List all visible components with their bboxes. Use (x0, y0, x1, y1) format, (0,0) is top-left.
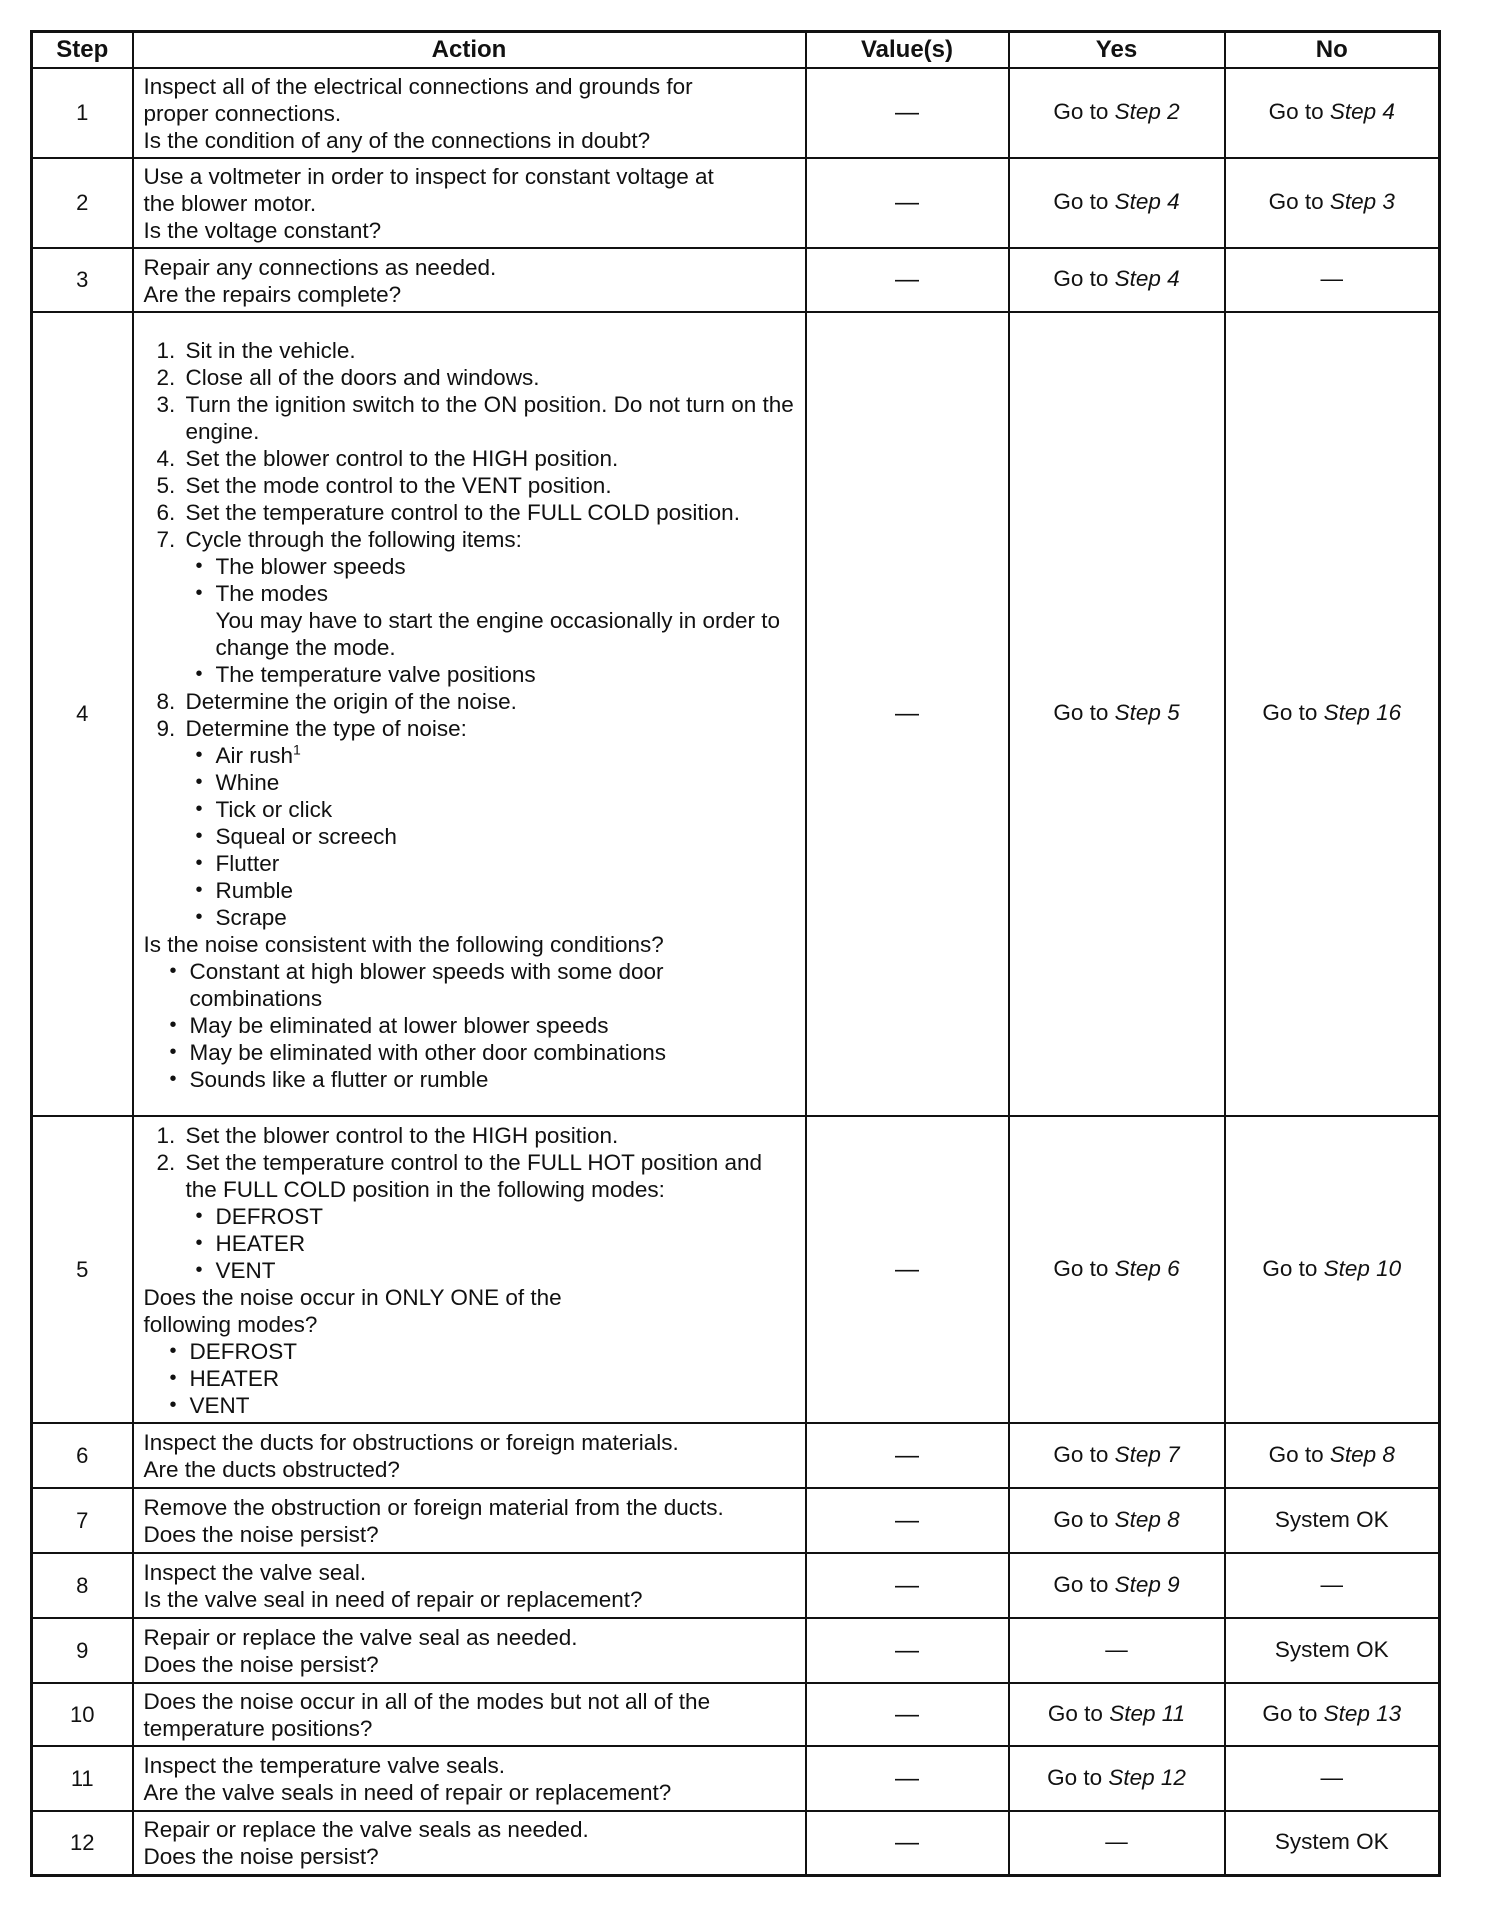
table-row (32, 1683, 1440, 1746)
value-cell: — (806, 1488, 1009, 1553)
yes-link-prefix: Go to (1053, 1506, 1109, 1532)
yes-cell (1009, 1116, 1225, 1423)
yes-link-prefix: Go to (1053, 1571, 1109, 1597)
action-cell (133, 68, 806, 158)
value-cell: — (806, 248, 1009, 312)
bullet-item: • Sounds like a flutter or rumble (190, 1066, 797, 1093)
action-cell (133, 248, 806, 312)
yes-step-link[interactable]: Step 11 (1109, 1700, 1186, 1726)
bullet-item: • Tick or click (216, 796, 797, 823)
action-cell (133, 1683, 806, 1746)
bullet-item: • DEFROST (190, 1338, 797, 1365)
header-step: Step (32, 32, 133, 69)
no-cell: System OK (1225, 1618, 1440, 1683)
action-cell (133, 1811, 806, 1875)
step-number: 12 (32, 1811, 133, 1875)
bullet-item-text: Air rush (215, 742, 294, 768)
no-cell: System OK (1225, 1488, 1440, 1553)
action-question: Does the noise persist? (143, 1844, 379, 1870)
action-text: Inspect the ducts for obstructions or foreign materials. (143, 1430, 679, 1455)
step-number: 2 (32, 158, 133, 248)
value-cell: — (806, 68, 1009, 158)
table-row (32, 1423, 1440, 1488)
no-cell: — (1225, 1746, 1440, 1811)
header-no: No (1225, 32, 1440, 69)
procedure-step (182, 526, 797, 688)
procedure-step: 3. Turn the ignition switch to the ON position. Do not turn on the engine. (182, 391, 797, 445)
procedure-step (182, 1149, 797, 1284)
bullet-item: • HEATER (216, 1230, 797, 1257)
bullet-item: • VENT (190, 1392, 797, 1419)
action-question: Is the voltage constant? (143, 218, 382, 243)
no-cell (1225, 1116, 1440, 1423)
no-cell: — (1225, 248, 1440, 312)
no-link-prefix: Go to (1268, 1441, 1324, 1467)
action-question: temperature positions? (143, 1716, 373, 1741)
no-link-prefix: Go to (1268, 189, 1324, 214)
action-question: Is the condition of any of the connections in doubt? (143, 128, 651, 153)
yes-link-prefix: Go to (1047, 1764, 1103, 1790)
table-row (32, 1618, 1440, 1683)
diagnostic-table (30, 30, 1441, 1877)
action-text: Repair or replace the valve seals as needed. (143, 1817, 589, 1843)
yes-link-prefix: Go to (1053, 99, 1109, 124)
action-text: Inspect the temperature valve seals. (143, 1753, 505, 1778)
bullet-item: • Flutter (216, 850, 797, 877)
bullet-item (216, 580, 797, 661)
action-question: Are the repairs complete? (143, 281, 402, 307)
table-row (32, 1116, 1440, 1423)
no-link-prefix: Go to (1262, 1255, 1318, 1281)
mode-list (144, 1338, 797, 1419)
yes-cell (1009, 1746, 1225, 1811)
action-text: Repair or replace the valve seal as needed. (143, 1625, 578, 1650)
action-question: Are the valve seals in need of repair or replacement? (143, 1780, 672, 1805)
yes-link-prefix: Go to (1047, 1700, 1103, 1726)
action-text: Inspect the valve seal. (143, 1560, 367, 1585)
procedure-note: You may have to start the engine occasionally in order to change the mode. (215, 607, 781, 660)
step-number: 4 (32, 312, 133, 1116)
bullet-item: • HEATER (190, 1365, 797, 1392)
procedure-list (144, 337, 797, 931)
bullet-item: • Scrape (216, 904, 797, 931)
table-row (32, 248, 1440, 312)
no-link-prefix: Go to (1268, 99, 1324, 124)
table-row (32, 1746, 1440, 1811)
no-cell (1225, 312, 1440, 1116)
yes-cell: — (1009, 1811, 1225, 1875)
procedure-step: 2. Close all of the doors and windows. (182, 364, 797, 391)
bullet-item: • DEFROST (216, 1203, 797, 1230)
yes-step-link[interactable]: Step 4 (1114, 189, 1180, 214)
procedure-step-text: Determine the type of noise: (185, 715, 467, 741)
value-cell: — (806, 1811, 1009, 1875)
action-cell (133, 1488, 806, 1553)
no-cell (1225, 158, 1440, 248)
value-cell: — (806, 1618, 1009, 1683)
no-link-prefix: Go to (1262, 700, 1318, 725)
bullet-item: • The temperature valve positions (216, 661, 797, 688)
header-values: Value(s) (806, 32, 1009, 69)
table-row (32, 1553, 1440, 1618)
yes-step-link[interactable]: Step 2 (1114, 99, 1180, 124)
header-action: Action (133, 32, 806, 69)
value-cell: — (806, 1116, 1009, 1423)
yes-step-link[interactable]: Step 4 (1114, 266, 1180, 291)
yes-step-link[interactable]: Step 6 (1114, 1255, 1180, 1281)
step-number: 7 (32, 1488, 133, 1553)
bullet-item: • Whine (216, 769, 797, 796)
bullet-list (186, 1203, 797, 1284)
footnote-marker: 1 (293, 741, 301, 757)
action-question: Does the noise occur in ONLY ONE of the (143, 1284, 562, 1310)
bullet-item: • VENT (216, 1257, 797, 1284)
yes-link-prefix: Go to (1053, 700, 1109, 725)
yes-step-link[interactable]: Step 8 (1114, 1506, 1180, 1532)
procedure-step: 8. Determine the origin of the noise. (182, 688, 797, 715)
step-number: 11 (32, 1746, 133, 1811)
bullet-item: • Rumble (216, 877, 797, 904)
header-row (32, 32, 1440, 69)
bullet-item-text: • The modes (215, 580, 329, 606)
yes-link-prefix: Go to (1053, 1441, 1109, 1467)
action-question: Does the noise occur in all of the modes but not all of the (143, 1689, 711, 1714)
condition-list (144, 958, 797, 1093)
value-cell: — (806, 1553, 1009, 1618)
step-number: 9 (32, 1618, 133, 1683)
no-step-link[interactable]: Step 4 (1329, 99, 1395, 124)
action-cell (133, 1116, 806, 1423)
header-yes: Yes (1009, 32, 1225, 69)
procedure-step: 6. Set the temperature control to the FULL COLD position. (182, 499, 797, 526)
bullet-item: • May be eliminated with other door combinations (190, 1039, 797, 1066)
bullet-list (186, 553, 797, 688)
action-question: Is the noise consistent with the following conditions? (143, 931, 664, 957)
value-cell: — (806, 1423, 1009, 1488)
no-link-prefix: Go to (1262, 1700, 1318, 1726)
step-number: 3 (32, 248, 133, 312)
no-cell (1225, 68, 1440, 158)
yes-link-prefix: Go to (1053, 189, 1109, 214)
value-cell: — (806, 1683, 1009, 1746)
no-cell: — (1225, 1553, 1440, 1618)
value-cell: — (806, 158, 1009, 248)
action-cell (133, 1553, 806, 1618)
action-question: following modes? (143, 1311, 318, 1337)
procedure-step-text: Cycle through the following items: (185, 526, 522, 552)
bullet-item: • May be eliminated at lower blower speeds (190, 1012, 797, 1039)
yes-cell (1009, 1423, 1225, 1488)
step-number: 6 (32, 1423, 133, 1488)
action-cell (133, 1618, 806, 1683)
yes-cell (1009, 158, 1225, 248)
action-question: Does the noise persist? (143, 1522, 379, 1547)
action-text: Inspect all of the electrical connections and grounds for (143, 74, 693, 99)
action-text: the blower motor. (143, 191, 317, 216)
action-question: Is the valve seal in need of repair or replacement? (143, 1587, 643, 1612)
yes-step-link[interactable]: Step 7 (1114, 1441, 1180, 1467)
no-step-link[interactable]: Step 8 (1329, 1441, 1395, 1467)
action-text: Remove the obstruction or foreign material from the ducts. (143, 1495, 724, 1520)
no-cell (1225, 1423, 1440, 1488)
step-number: 8 (32, 1553, 133, 1618)
no-step-link[interactable]: Step 16 (1323, 700, 1402, 725)
procedure-step: 1. Sit in the vehicle. (182, 337, 797, 364)
procedure-step-text: Set the temperature control to the FULL HOT position and the FULL COLD position in the following modes: (185, 1149, 763, 1202)
step-number: 1 (32, 68, 133, 158)
yes-link-prefix: Go to (1053, 1255, 1109, 1281)
action-cell (133, 312, 806, 1116)
bullet-item: • The blower speeds (216, 553, 797, 580)
bullet-item: • Constant at high blower speeds with some door combinations (190, 958, 797, 1012)
yes-step-link[interactable]: Step 5 (1114, 700, 1180, 725)
yes-cell (1009, 1683, 1225, 1746)
action-question: Are the ducts obstructed? (143, 1457, 400, 1482)
no-cell: System OK (1225, 1811, 1440, 1875)
table-row (32, 312, 1440, 1116)
action-cell (133, 158, 806, 248)
yes-cell (1009, 1488, 1225, 1553)
yes-cell (1009, 248, 1225, 312)
procedure-list (144, 1122, 797, 1284)
action-question: Does the noise persist? (143, 1652, 379, 1677)
table-row (32, 68, 1440, 158)
action-text: proper connections. (143, 101, 342, 126)
no-step-link[interactable]: Step 3 (1329, 189, 1395, 214)
no-step-link[interactable]: Step 13 (1323, 1700, 1402, 1726)
yes-step-link[interactable]: Step 12 (1108, 1764, 1186, 1790)
bullet-item: • Squeal or screech (216, 823, 797, 850)
action-cell (133, 1423, 806, 1488)
table-row (32, 158, 1440, 248)
value-cell: — (806, 312, 1009, 1116)
table-row (32, 1811, 1440, 1875)
procedure-step: 1. Set the blower control to the HIGH position. (182, 1122, 797, 1149)
noise-type-list (186, 742, 797, 931)
yes-cell (1009, 68, 1225, 158)
yes-link-prefix: Go to (1053, 266, 1109, 291)
yes-step-link[interactable]: Step 9 (1114, 1571, 1180, 1597)
action-text: Use a voltmeter in order to inspect for constant voltage at (143, 164, 714, 189)
bullet-item (216, 742, 797, 769)
procedure-step: 5. Set the mode control to the VENT position. (182, 472, 797, 499)
no-cell (1225, 1683, 1440, 1746)
step-number: 10 (32, 1683, 133, 1746)
yes-cell: — (1009, 1618, 1225, 1683)
procedure-step: 4. Set the blower control to the HIGH position. (182, 445, 797, 472)
yes-cell (1009, 1553, 1225, 1618)
value-cell: — (806, 1746, 1009, 1811)
action-cell (133, 1746, 806, 1811)
procedure-step (182, 715, 797, 931)
step-number: 5 (32, 1116, 133, 1423)
no-step-link[interactable]: Step 10 (1323, 1255, 1402, 1281)
action-text: Repair any connections as needed. (143, 254, 497, 280)
yes-cell (1009, 312, 1225, 1116)
table-row (32, 1488, 1440, 1553)
